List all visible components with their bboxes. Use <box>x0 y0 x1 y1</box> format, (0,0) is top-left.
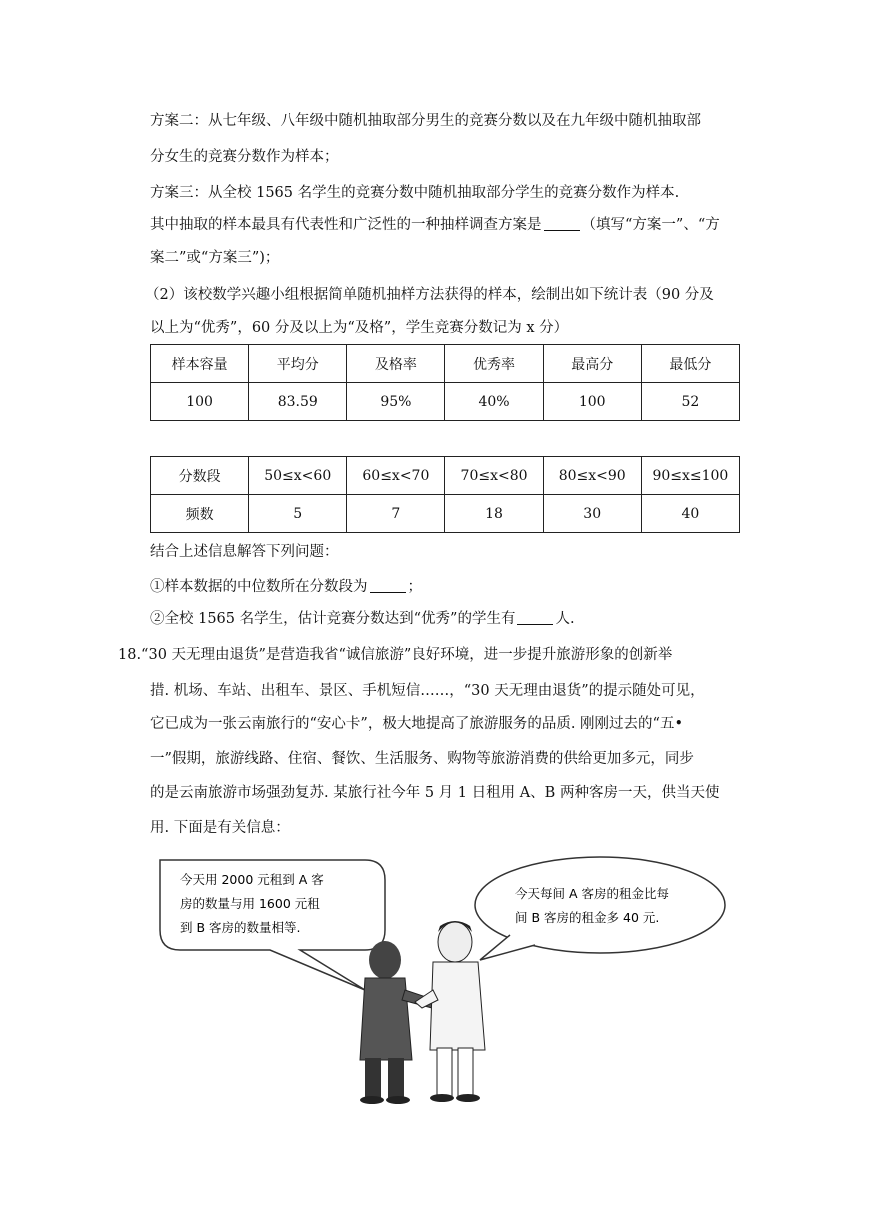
right-speech-bubble <box>475 857 725 960</box>
table-cell: 7 <box>347 495 445 533</box>
bubble-line: 到 B 客房的数量相等. <box>180 920 301 935</box>
text-segment: ②全校 1565 名学生，估计竞赛分数达到“优秀”的学生有 <box>150 611 516 627</box>
statistics-table <box>150 344 740 421</box>
table-row <box>151 495 740 533</box>
table-cell: 40 <box>641 495 739 533</box>
text-line <box>150 609 575 629</box>
text-segment: 人. <box>555 611 575 627</box>
text-line: 措. 机场、车站、出租车、景区、手机短信……，“30 天无理由退货”的提示随处可见， <box>150 683 705 699</box>
table-header-cell: 平均分 <box>249 345 347 383</box>
table-header-cell: 最低分 <box>641 345 739 383</box>
table-cell: 30 <box>543 495 641 533</box>
table-cell: 100 <box>543 383 641 421</box>
table-cell: 95% <box>347 383 445 421</box>
table-row <box>151 383 740 421</box>
answer-blank[interactable] <box>544 216 580 231</box>
text-segment: ①样本数据的中位数所在分数段为 <box>150 579 368 595</box>
table-row <box>151 457 740 495</box>
bubble-line: 间 B 客房的租金多 40 元. <box>515 910 660 925</box>
person-left-figure <box>360 941 435 1104</box>
bubble-line: 今天每间 A 客房的租金比每 <box>515 886 669 901</box>
table-header-cell: 分数段 <box>151 457 249 495</box>
text-line: 的是云南旅游市场强劲复苏. 某旅行社今年 5 月 1 日租用 A、B 两种客房一天，供当天使 <box>150 785 720 801</box>
table-header-cell: 样本容量 <box>151 345 249 383</box>
answer-blank[interactable] <box>370 578 406 593</box>
text-line <box>150 215 720 235</box>
text-line: 方案二：从七年级、八年级中随机抽取部分男生的竞赛分数以及在九年级中随机抽取部 <box>150 113 701 129</box>
text-segment: 其中抽取的样本最具有代表性和广泛性的一种抽样调查方案是 <box>150 217 542 233</box>
text-line: 结合上述信息解答下列问题： <box>150 544 339 560</box>
text-segment: ； <box>407 579 422 595</box>
answer-blank[interactable] <box>517 610 553 625</box>
text-line: 以上为“优秀”，60 分及以上为“及格”，学生竞赛分数记为 x 分） <box>150 320 569 336</box>
table-header-cell: 及格率 <box>347 345 445 383</box>
text-line <box>150 577 422 597</box>
table-header-cell: 60≤x<70 <box>347 457 445 495</box>
table-header-cell: 70≤x<80 <box>445 457 543 495</box>
table-cell: 40% <box>445 383 543 421</box>
text-line: 一”假期，旅游线路、住宿、餐饮、生活服务、购物等旅游消费的供给更加多元，同步 <box>150 751 694 767</box>
person-right-figure <box>415 921 485 1102</box>
table-cell: 频数 <box>151 495 249 533</box>
bubble-line: 今天用 2000 元租到 A 客 <box>180 872 324 887</box>
left-speech-bubble <box>160 860 385 990</box>
text-line: 案二”或“方案三”)； <box>150 250 280 266</box>
question-18-text: 18.“30 天无理由退货”是营造我省“诚信旅游”良好环境，进一步提升旅游形象的创新举 <box>118 647 673 663</box>
text-line: 它已成为一张云南旅行的“安心卡”，极大地提高了旅游服务的品质. 刚刚过去的“五• <box>150 716 684 732</box>
table-header-cell: 最高分 <box>543 345 641 383</box>
table-header-cell: 80≤x<90 <box>543 457 641 495</box>
bubble-line: 房的数量与用 1600 元租 <box>180 896 320 911</box>
text-line: 方案三：从全校 1565 名学生的竞赛分数中随机抽取部分学生的竞赛分数作为样本. <box>150 185 680 201</box>
table-row <box>151 345 740 383</box>
table-header-cell: 90≤x≤100 <box>641 457 739 495</box>
table-header-cell: 50≤x<60 <box>249 457 347 495</box>
table-cell: 18 <box>445 495 543 533</box>
table-header-cell: 优秀率 <box>445 345 543 383</box>
table-cell: 52 <box>641 383 739 421</box>
text-line: 用. 下面是有关信息： <box>150 820 290 836</box>
text-line: （2）该校数学兴趣小组根据简单随机抽样方法获得的样本，绘制出如下统计表（90 分及 <box>145 287 714 303</box>
text-segment: （填写“方案一”、“方 <box>581 217 720 233</box>
text-line: 分女生的竞赛分数作为样本； <box>150 149 339 165</box>
table-cell: 83.59 <box>249 383 347 421</box>
illustration <box>150 850 730 1105</box>
table-cell: 100 <box>151 383 249 421</box>
table-cell: 5 <box>249 495 347 533</box>
frequency-table <box>150 456 740 533</box>
